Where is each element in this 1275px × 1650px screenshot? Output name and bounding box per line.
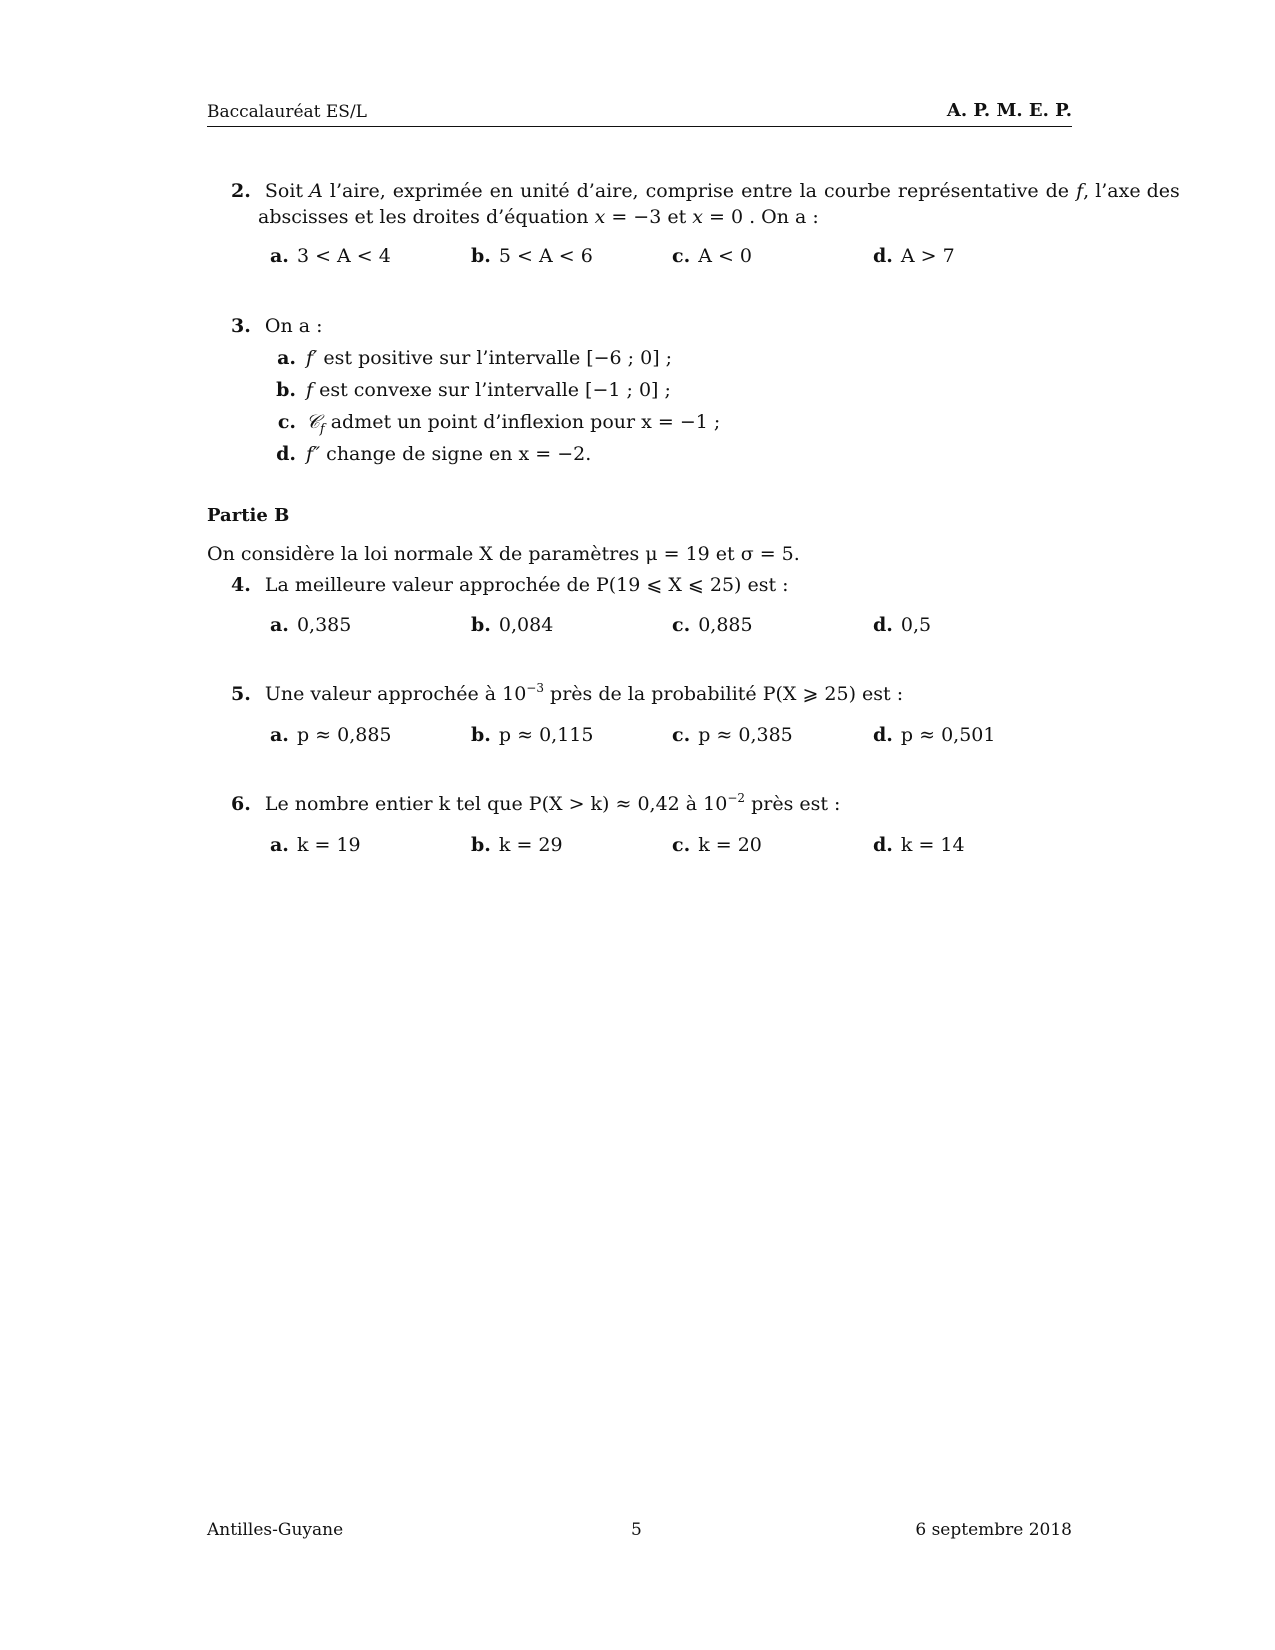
q5-question-a: Une valeur approchée à 10 bbox=[264, 683, 527, 705]
q5-option-d bbox=[873, 724, 995, 746]
q5-option-b bbox=[471, 724, 593, 746]
item-math: f″ bbox=[306, 443, 321, 465]
q5-option-c bbox=[672, 724, 793, 746]
option-label: a. bbox=[270, 245, 289, 267]
q5-question-b: près de la probabilité P(X ⩾ 25) est : bbox=[544, 683, 904, 705]
q2-text-e: = −3 et bbox=[605, 206, 693, 228]
option-text: 3 < A < 4 bbox=[296, 245, 391, 267]
option-text: 0,385 bbox=[296, 614, 352, 636]
q5-text bbox=[231, 683, 903, 705]
option-label: c. bbox=[672, 245, 691, 267]
partie-b-intro: On considère la loi normale X de paramètres μ = 19 et σ = 5. bbox=[207, 543, 800, 565]
item-text: admet un point d’inflexion pour x = −1 ; bbox=[324, 411, 721, 433]
option-label: b. bbox=[471, 245, 491, 267]
q6-text bbox=[231, 793, 840, 815]
q3-intro bbox=[231, 315, 323, 337]
q2-line2 bbox=[258, 206, 819, 228]
q4-option-c bbox=[672, 614, 753, 636]
q3-item-c bbox=[266, 411, 720, 437]
q4-question: La meilleure valeur approchée de P(19 ⩽ X ⩽ 25) est : bbox=[264, 574, 789, 596]
q6-option-c bbox=[672, 834, 762, 856]
footer-left: Antilles-Guyane bbox=[207, 1520, 344, 1540]
option-text: k = 19 bbox=[296, 834, 361, 856]
q6-option-b bbox=[471, 834, 563, 856]
q3-intro-text: On a : bbox=[264, 315, 323, 337]
q2-option-a bbox=[270, 245, 391, 267]
option-text: p ≈ 0,115 bbox=[498, 724, 594, 746]
q5-exponent: −3 bbox=[526, 681, 544, 695]
q6-option-d bbox=[873, 834, 965, 856]
q4-option-d bbox=[873, 614, 931, 636]
q3-item-b bbox=[266, 379, 671, 401]
q3-item-d bbox=[266, 443, 591, 465]
item-label: a. bbox=[277, 347, 296, 369]
q2-option-b bbox=[471, 245, 593, 267]
option-text: p ≈ 0,501 bbox=[900, 724, 996, 746]
option-label: c. bbox=[672, 724, 691, 746]
option-label: d. bbox=[873, 834, 893, 856]
option-text: 0,084 bbox=[498, 614, 554, 636]
footer-right: 6 septembre 2018 bbox=[915, 1520, 1072, 1540]
option-label: a. bbox=[270, 724, 289, 746]
option-label: b. bbox=[471, 834, 491, 856]
option-label: b. bbox=[471, 724, 491, 746]
item-text: est convexe sur l’intervalle [−1 ; 0] ; bbox=[313, 379, 671, 401]
option-label: a. bbox=[270, 614, 289, 636]
header-left: Baccalauréat ES/L bbox=[207, 102, 367, 122]
option-text: k = 14 bbox=[900, 834, 965, 856]
q2-text-f: = 0 . On a : bbox=[702, 206, 819, 228]
item-math: 𝒞 bbox=[306, 411, 320, 433]
option-text: 0,885 bbox=[698, 614, 753, 636]
q2-text-c: , l’axe des bbox=[1083, 180, 1180, 202]
q2-text-b: l’aire, exprimée en unité d’aire, comprise entre la courbe représentative de bbox=[322, 180, 1077, 202]
footer-page-number: 5 bbox=[631, 1520, 642, 1540]
option-text: 5 < A < 6 bbox=[498, 245, 593, 267]
option-text: p ≈ 0,385 bbox=[698, 724, 793, 746]
option-label: b. bbox=[471, 614, 491, 636]
q6-exponent: −2 bbox=[727, 791, 746, 805]
option-text: A < 0 bbox=[698, 245, 752, 267]
option-label: d. bbox=[873, 245, 893, 267]
header-right: A. P. M. E. P. bbox=[946, 100, 1072, 121]
q2-var-f: f bbox=[1076, 180, 1084, 202]
item-text: change de signe en x = −2. bbox=[320, 443, 592, 465]
q6-number: 6. bbox=[231, 793, 251, 815]
item-label: d. bbox=[276, 443, 296, 465]
q5-option-a bbox=[270, 724, 392, 746]
q4-text bbox=[231, 574, 789, 596]
item-subscript: f bbox=[319, 422, 325, 437]
header-rule bbox=[207, 126, 1072, 127]
option-text: k = 20 bbox=[698, 834, 762, 856]
q4-option-a bbox=[270, 614, 351, 636]
q2-line1 bbox=[231, 180, 1180, 202]
q6-option-a bbox=[270, 834, 361, 856]
option-label: c. bbox=[672, 614, 691, 636]
q2-option-d bbox=[873, 245, 955, 267]
option-label: d. bbox=[873, 614, 893, 636]
partie-b-title: Partie B bbox=[207, 505, 290, 526]
option-label: a. bbox=[270, 834, 289, 856]
q2-text-d: abscisses et les droites d’équation bbox=[258, 206, 595, 228]
q2-var-x1: x bbox=[594, 206, 606, 228]
q2-text-a: Soit bbox=[264, 180, 310, 202]
q4-number: 4. bbox=[231, 574, 251, 596]
q4-option-b bbox=[471, 614, 553, 636]
item-math: f′ bbox=[306, 347, 318, 369]
q2-option-c bbox=[672, 245, 752, 267]
option-label: d. bbox=[873, 724, 893, 746]
q2-var-x2: x bbox=[692, 206, 703, 228]
option-label: c. bbox=[672, 834, 691, 856]
q5-number: 5. bbox=[231, 683, 251, 705]
q2-var-a: A bbox=[309, 180, 323, 202]
option-text: 0,5 bbox=[900, 614, 932, 636]
option-text: A > 7 bbox=[900, 245, 955, 267]
q6-question-b: près est : bbox=[745, 793, 841, 815]
q3-item-a bbox=[266, 347, 672, 369]
q2-number: 2. bbox=[231, 180, 251, 202]
item-math: f bbox=[306, 379, 314, 401]
item-label: b. bbox=[276, 379, 296, 401]
item-text: est positive sur l’intervalle [−6 ; 0] ; bbox=[317, 347, 673, 369]
option-text: k = 29 bbox=[498, 834, 563, 856]
item-label: c. bbox=[277, 411, 296, 433]
q3-number: 3. bbox=[231, 315, 251, 337]
q6-question-a: Le nombre entier k tel que P(X > k) ≈ 0,42 à 10 bbox=[264, 793, 728, 815]
option-text: p ≈ 0,885 bbox=[296, 724, 392, 746]
